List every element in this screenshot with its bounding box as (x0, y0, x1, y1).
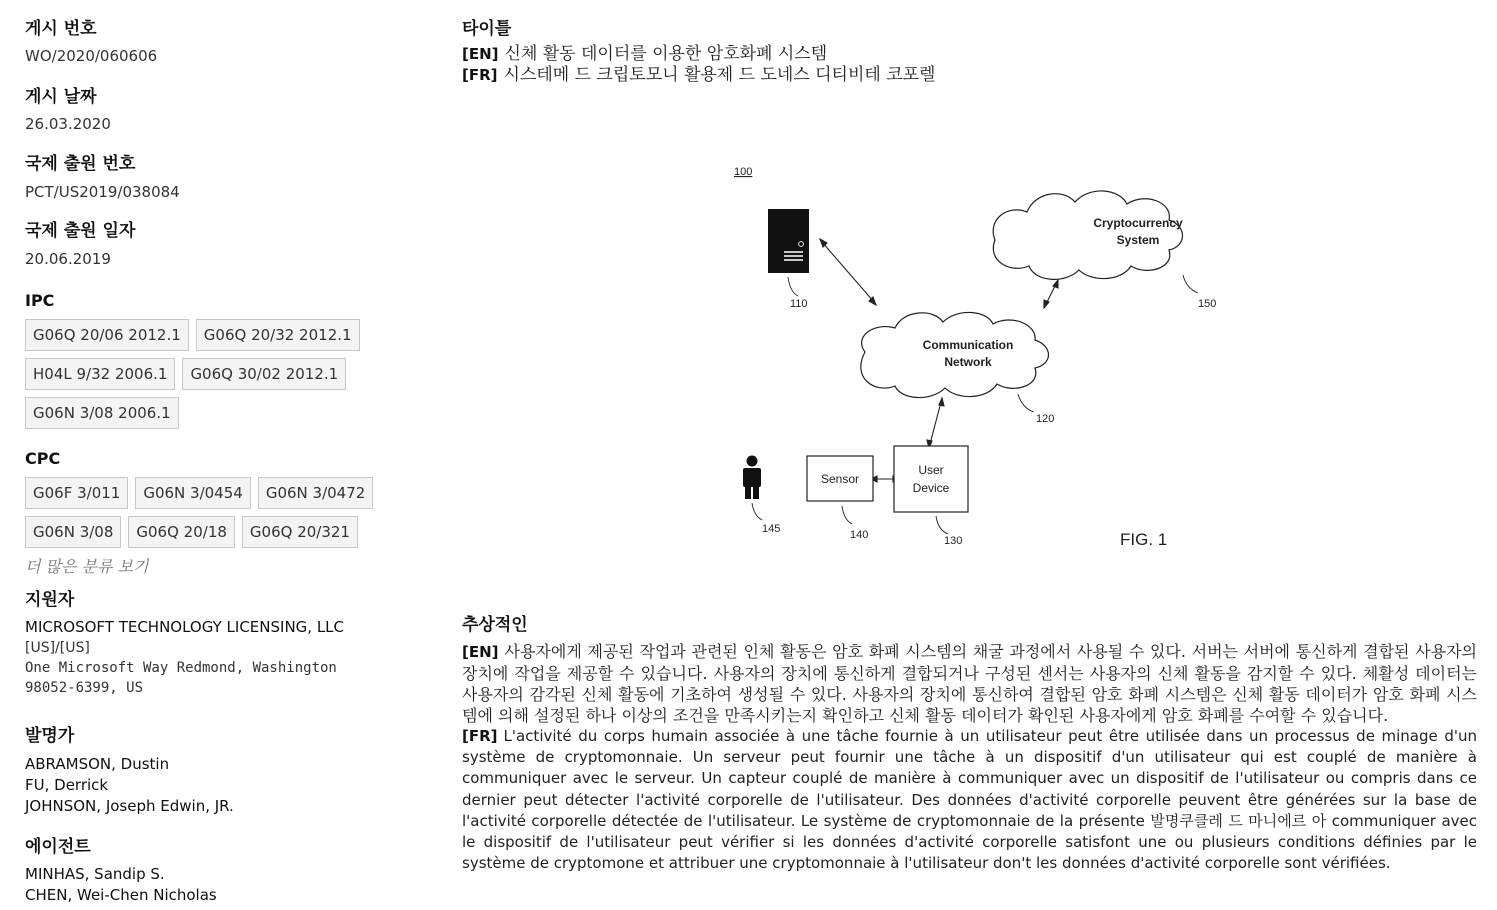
leader-145 (752, 503, 762, 520)
label-120: 120 (1036, 413, 1055, 425)
more-classifications-link[interactable]: 더 많은 분류 보기 (25, 557, 149, 576)
lang-tag-en: [EN] (462, 45, 499, 63)
ipc-chip[interactable]: G06Q 20/06 2012.1 (25, 319, 189, 351)
app-number-block (25, 153, 180, 202)
cpc-chip[interactable]: G06Q 20/18 (128, 516, 235, 548)
ipc-chip[interactable]: G06Q 30/02 2012.1 (182, 358, 346, 390)
abstract-en-text: 사용자에게 제공된 작업과 관련된 인체 활동은 암호 화폐 시스템의 채굴 과정에서 사용될 수 있다. 서버는 서버에 통신하게 결합된 사용자의 장치에 작업을 제공할 수 있습니다. 사용자의 장치에 통신하게 결합되거나 구성된 센서는 사용자의 신체 활동을 감지할 수 있다. 체활성 데이터는 사용자의 감각된 신체 활동에 기초하여 생성될 수 있다. 사용자의 장치에 통신하여 결합된 암호 화폐 시스템은 신체 활동 데이터가 암호 화폐 시스템에 의해 설정된 하나 이상의 조건을 만족시키는지 확인하고 신체 활동 데이터가 확인된 사용자에게 암호 화폐를 수여할 수 있습니다. (462, 642, 1477, 725)
applicant-name: MICROSOFT TECHNOLOGY LICENSING, LLC (25, 618, 345, 636)
pub-number-label: 게시 번호 (25, 19, 97, 39)
title-heading: 타이틀 (462, 19, 512, 39)
leader-110 (788, 277, 798, 296)
sensor-label: Sensor (820, 472, 860, 486)
pub-number-block (25, 18, 157, 66)
lang-tag-fr: [FR] (462, 727, 498, 745)
inventors-block (25, 725, 234, 817)
leader-120 (1018, 394, 1034, 412)
cpc-block (25, 448, 385, 577)
cpc-chip[interactable]: G06N 3/0454 (135, 477, 250, 509)
label-150: 150 (1198, 298, 1217, 310)
ipc-chip[interactable]: H04L 9/32 2006.1 (25, 358, 175, 390)
patent-drawing-fig1[interactable] (728, 150, 1268, 560)
agent-name: MINHAS, Sandip S. (25, 865, 165, 883)
pub-number-value: WO/2020/060606 (25, 47, 158, 65)
app-number-value: PCT/US2019/038084 (25, 183, 180, 201)
ipc-chips (25, 319, 370, 429)
abstract-en (462, 641, 1477, 726)
pub-date-block (25, 86, 111, 134)
label-140: 140 (850, 529, 869, 541)
ipc-chip[interactable]: G06Q 20/32 2012.1 (196, 319, 360, 351)
title-section (462, 18, 1477, 86)
person-icon (743, 456, 761, 500)
device-label-line2: Device (912, 481, 950, 495)
label-145: 145 (762, 523, 781, 535)
applicant-country: [US]/[US] (25, 640, 90, 656)
server-icon (768, 209, 809, 273)
cpc-label: CPC (25, 449, 61, 468)
ref-100: 100 (734, 166, 753, 178)
title-fr-text: 시스테메 드 크립토모니 활용제 드 도네스 디티비테 코포렐 (503, 65, 936, 85)
lang-tag-fr: [FR] (462, 66, 498, 84)
applicant-label: 지원자 (25, 590, 75, 610)
label-130: 130 (944, 535, 963, 547)
abstract-fr (462, 726, 1477, 874)
agents-label: 에이전트 (25, 837, 91, 857)
abstract-fr-text: L'activité du corps humain associée à une tâche fournie à un utilisateur peut être utilisée dans un processus de minage d'un système de cryptomonnaie. Un serveur peut fournir une tâche à un dispositif d'un utilisateur qui est couplé de manière à communiquer avec le serveur. Un capteur couplé de manière à communiquer avec un dispositif de l'utilisateur ou compris dans ce dernier peut détecter l'activité corporelle de l'utilisateur. Des données d'activité corporelle peuvent être générées sur la base de l'activité corporelle détectée de l'utilisateur. Le système de cryptomonnaie de la présente 발명쿠클레 드 마니에르 아 communiquer avec le dispositif de l'utilisateur peut vérifier si les données d'activité corporelle satisfont une ou plusieurs conditions définies par le système de cryptomone et attribuer une cryptomonnaie à l'utilisateur don't les données d'activité corporelle sont vérifiées. (462, 727, 1477, 873)
network-label-line1: Communication (922, 338, 1014, 352)
title-fr (462, 65, 1477, 86)
applicant-address-line1: One Microsoft Way Redmond, Washington (25, 660, 337, 676)
app-date-label: 국제 출원 일자 (25, 221, 136, 241)
crypto-label-line1: Cryptocurrency (1093, 216, 1183, 230)
abstract-section (462, 614, 1477, 874)
figure-caption: FIG. 1 (1120, 530, 1168, 549)
agent-name: CHEN, Wei-Chen Nicholas (25, 886, 217, 904)
cpc-chip[interactable]: G06N 3/0472 (258, 477, 373, 509)
app-date-block (25, 220, 135, 269)
lang-tag-en: [EN] (462, 643, 499, 661)
applicant-address-line2: 98052-6399, US (25, 680, 144, 696)
abstract-heading: 추상적인 (462, 615, 528, 635)
cpc-chip[interactable]: G06F 3/011 (25, 477, 128, 509)
device-label-line1: User (918, 463, 944, 477)
ipc-chip[interactable]: G06N 3/08 2006.1 (25, 397, 179, 429)
user-device-box (894, 446, 968, 512)
pub-date-value: 26.03.2020 (25, 115, 111, 133)
leader-150 (1183, 275, 1198, 293)
cpc-chip[interactable]: G06N 3/08 (25, 516, 121, 548)
ipc-block (25, 290, 370, 429)
app-date-value: 20.06.2019 (25, 250, 111, 268)
title-en (462, 44, 1477, 65)
applicant-block (25, 589, 344, 698)
leader-140 (842, 506, 852, 524)
network-label-line2: Network (944, 355, 992, 369)
crypto-label-line2: System (1116, 233, 1160, 247)
inventor-name: JOHNSON, Joseph Edwin, JR. (25, 797, 234, 815)
leader-130 (936, 516, 948, 534)
app-number-label: 국제 출원 번호 (25, 154, 136, 174)
inventor-name: FU, Derrick (25, 776, 109, 794)
inventors-label: 발명가 (25, 726, 75, 746)
pub-date-label: 게시 날짜 (25, 87, 97, 107)
agents-block (25, 836, 217, 906)
ipc-label: IPC (25, 291, 55, 310)
cpc-chip[interactable]: G06Q 20/321 (242, 516, 358, 548)
label-110: 110 (790, 298, 808, 310)
inventor-name: ABRAMSON, Dustin (25, 755, 170, 773)
cpc-chips (25, 477, 385, 548)
title-en-text: 신체 활동 데이터를 이용한 암호화폐 시스템 (504, 44, 828, 64)
